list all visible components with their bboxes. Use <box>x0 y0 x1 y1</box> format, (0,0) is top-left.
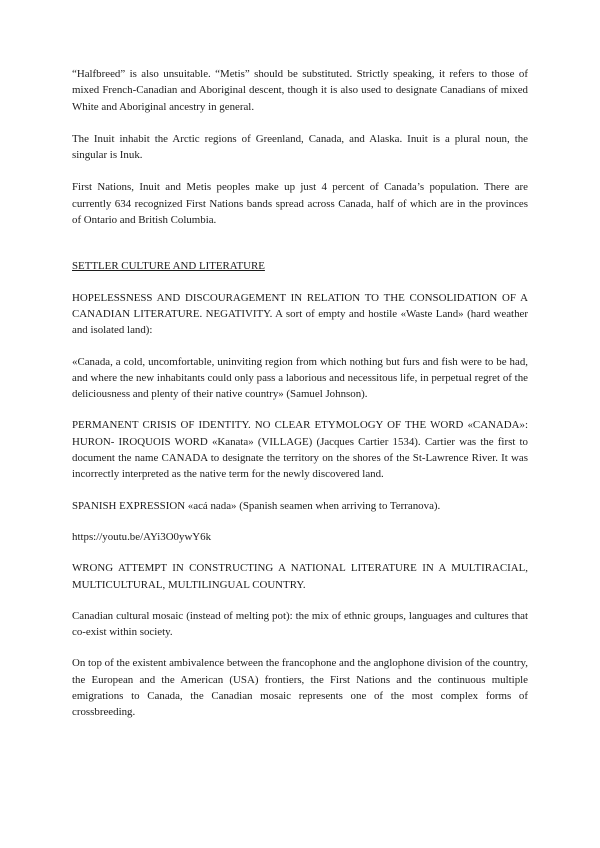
paragraph-spanish-expression: SPANISH EXPRESSION «acá nada» (Spanish seamen when arriving to Terranova). <box>72 499 441 512</box>
section-heading: SETTLER CULTURE AND LITERATURE <box>72 260 265 273</box>
paragraph-hopelessness: HOPELESSNESS AND DISCOURAGEMENT IN RELATION TO THE CONSOLIDATION OF A CANADIAN LITERATURE. NEGATIVITY. A sort of empty and hostile «Waste Land» (hard weather and isolated land): <box>72 291 528 337</box>
paragraph-cultural-mosaic: Canadian cultural mosaic (instead of melting pot): the mix of ethnic groups, languages and cultures that co-exist within society. <box>72 609 528 639</box>
document-page <box>72 66 528 721</box>
paragraph-identity-crisis: PERMANENT CRISIS OF IDENTITY. NO CLEAR ETYMOLOGY OF THE WORD «CANADA»: HURON- IROQUOIS WORD «Kanata» (VILLAGE) (Jacques Cartier 1534). Cartier was the first to document the name CANADA to designate the territory on the shores of the St-Lawrence River. It was incorrectly interpreted as the native term for the newly discovered land. <box>72 419 528 481</box>
paragraph-inuit: The Inuit inhabit the Arctic regions of Greenland, Canada, and Alaska. Inuit is a plural noun, the singular is Inuk. <box>72 132 528 162</box>
paragraph-quote-johnson: «Canada, a cold, uncomfortable, uninviting region from which nothing but furs and fish were to be had, and where the new inhabitants could only pass a laborious and necessitous life, in perpetual regret of the deliciousness and plenty of their native country» (Samuel Johnson). <box>72 355 528 401</box>
paragraph-crossbreeding: On top of the existent ambivalence between the francophone and the anglophone division of the country, the European and the American (USA) frontiers, the First Nations and the continuous multiple emigrations to Canada, the Canadian mosaic represents one of the most complex forms of crossbreeding. <box>72 657 528 719</box>
paragraph-national-literature: WRONG ATTEMPT IN CONSTRUCTING A NATIONAL LITERATURE IN A MULTIRACIAL, MULTICULTURAL, MULTILINGUAL COUNTRY. <box>72 562 528 591</box>
youtube-link[interactable]: https://youtu.be/AYi3O0ywY6k <box>72 530 212 543</box>
paragraph-halfbreed: “Halfbreed” is also unsuitable. “Metis” should be substituted. Strictly speaking, it refers to those of mixed French-Canadian and Aboriginal descent, though it is also used to designate Canadians of mixed White and Aboriginal ancestry in general. <box>72 68 528 113</box>
paragraph-population: First Nations, Inuit and Metis peoples make up just 4 percent of Canada’s population. There are currently 634 recognized First Nations bands spread across Canada, half of which are in the provinces of Ontario and British Columbia. <box>72 181 528 227</box>
